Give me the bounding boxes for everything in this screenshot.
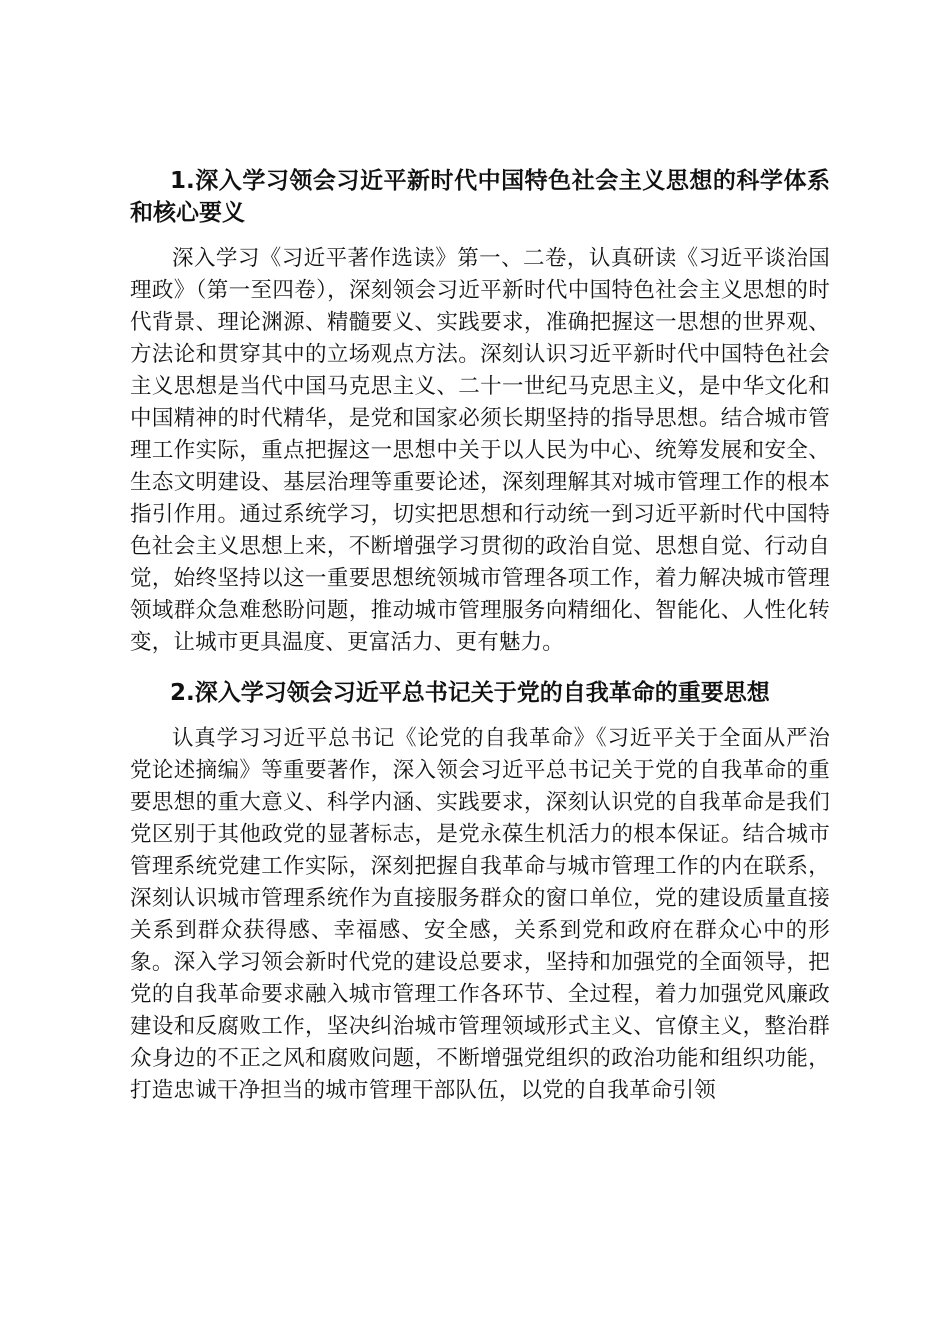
section-1-heading: 1.深入学习领会习近平新时代中国特色社会主义思想的科学体系和核心要义 (130, 168, 830, 226)
section-1-body: 深入学习《习近平著作选读》第一、二卷，认真研读《习近平谈治国理政》（第一至四卷），深刻领会习近平新时代中国特色社会主义思想的时代背景、理论渊源、精髓要义、实践要求，准确把握这一思想的世界观、方法论和贯穿其中的立场观点方法。深刻认识习近平新时代中国特色社会主义思想是当代中国马克思主义、二十一世纪马克思主义，是中华文化和中国精神的时代精华，是党和国家必须长期坚持的指导思想。结合城市管理工作实际，重点把握这一思想中关于以人民为中心、统筹发展和安全、生态文明建设、基层治理等重要论述，深刻理解其对城市管理工作的根本指引作用。通过系统学习，切实把思想和行动统一到习近平新时代中国特色社会主义思想上来，不断增强学习贯彻的政治自觉、思想自觉、行动自觉，始终坚持以这一重要思想统领城市管理各项工作，着力解决城市管理领域群众急难愁盼问题，推动城市管理服务向精细化、智能化、人性化转变，让城市更具温度、更富活力、更有魅力。 (130, 246, 830, 655)
section-2-body: 认真学习习近平总书记《论党的自我革命》《习近平关于全面从严治党论述摘编》等重要著作，深入领会习近平总书记关于党的自我革命的重要思想的重大意义、科学内涵、实践要求，深刻认识党的自我革命是我们党区别于其他政党的显著标志，是党永葆生机活力的根本保证。结合城市管理系统党建工作实际，深刻把握自我革命与城市管理工作的内在联系，深刻认识城市管理系统作为直接服务群众的窗口单位，党的建设质量直接关系到群众获得感、幸福感、安全感，关系到党和政府在群众心中的形象。深入学习领会新时代党的建设总要求，坚持和加强党的全面领导，把党的自我革命要求融入城市管理工作各环节、全过程，着力加强党风廉政建设和反腐败工作，坚决纠治城市管理领域形式主义、官僚主义，整治群众身边的不正之风和腐败问题，不断增强党组织的政治功能和组织功能，打造忠诚干净担当的城市管理干部队伍，以党的自我革命引领 (130, 726, 830, 1103)
document-page (130, 165, 830, 1107)
section-2-heading: 2.深入学习领会习近平总书记关于党的自我革命的重要思想 (170, 680, 770, 706)
